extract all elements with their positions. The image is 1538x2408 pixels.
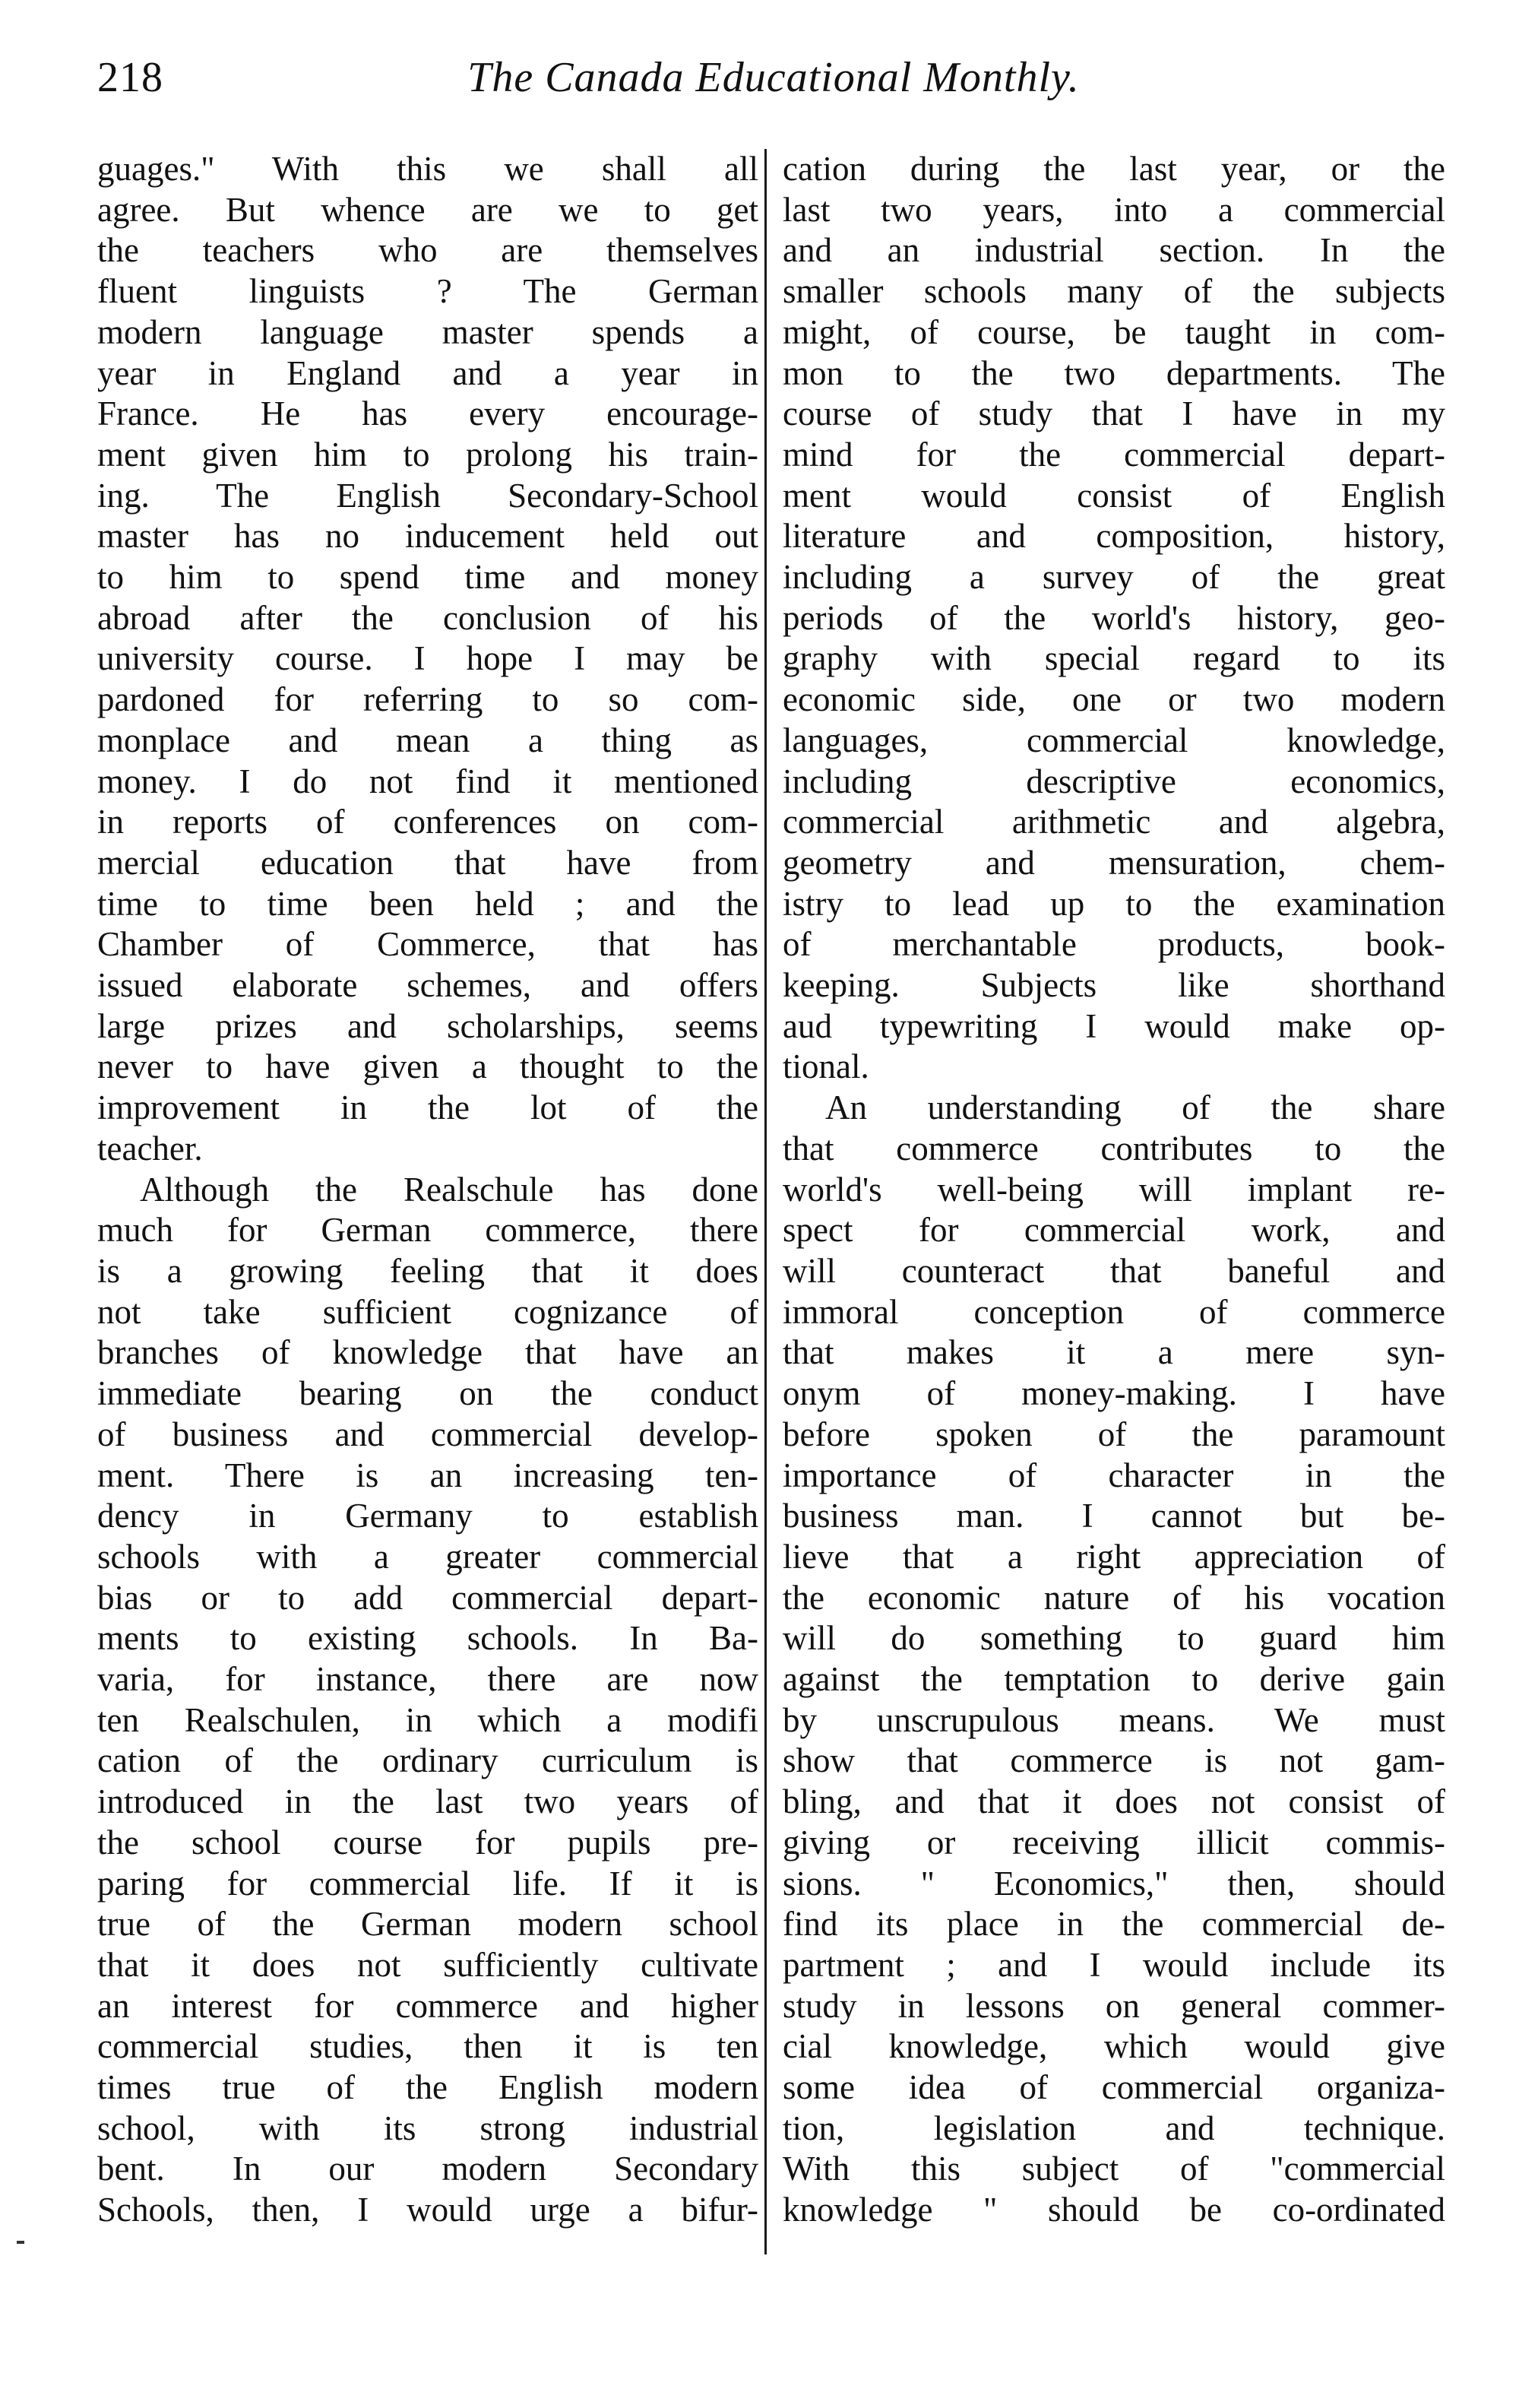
text-line: find its place in the commercial de- bbox=[783, 1905, 1445, 1944]
text-line: an interest for commerce and higher bbox=[97, 1986, 758, 2025]
text-line: large prizes and scholarships, seems bbox=[97, 1006, 758, 1045]
text-line: knowledge " should be co-ordinated bbox=[783, 2191, 1445, 2229]
text-line: lieve that a right appreciation of bbox=[783, 1537, 1445, 1576]
text-line: master has no inducement held out bbox=[97, 517, 758, 556]
left-column bbox=[97, 149, 758, 2231]
text-line: of merchantable products, book- bbox=[783, 925, 1445, 964]
text-line: tion, legislation and technique. bbox=[783, 2109, 1445, 2147]
text-line: cation of the ordinary curriculum is bbox=[97, 1741, 758, 1780]
text-line: giving or receiving illicit commis- bbox=[783, 1823, 1445, 1861]
text-line: smaller schools many of the subjects bbox=[783, 272, 1445, 311]
text-line: commercial arithmetic and algebra, bbox=[783, 803, 1445, 841]
text-line: and an industrial section. In the bbox=[783, 231, 1445, 270]
text-line: year in England and a year in bbox=[97, 353, 758, 392]
text-line: istry to lead up to the examination bbox=[783, 884, 1445, 923]
text-line: that it does not sufficiently cultivate bbox=[97, 1945, 758, 1984]
text-line: spect for commercial work, and bbox=[783, 1211, 1445, 1250]
text-line: bias or to add commercial depart- bbox=[97, 1578, 758, 1617]
page-number: 218 bbox=[97, 54, 163, 101]
column-divider bbox=[764, 149, 767, 2254]
text-line: importance of character in the bbox=[783, 1456, 1445, 1494]
text-line: bling, and that it does not consist of bbox=[783, 1782, 1445, 1821]
text-line: ment would consist of English bbox=[783, 476, 1445, 515]
text-line: never to have given a thought to the bbox=[97, 1047, 758, 1086]
text-line: will do something to guard him bbox=[783, 1619, 1445, 1658]
text-line: geometry and mensuration, chem- bbox=[783, 843, 1445, 882]
text-line: will counteract that baneful and bbox=[783, 1251, 1445, 1290]
text-line: the school course for pupils pre- bbox=[97, 1823, 758, 1861]
text-line: introduced in the last two years of bbox=[97, 1782, 758, 1821]
text-line: that commerce contributes to the bbox=[783, 1129, 1445, 1168]
text-line: including a survey of the great bbox=[783, 558, 1445, 597]
text-line: schools with a greater commercial bbox=[97, 1537, 758, 1576]
text-line: show that commerce is not gam- bbox=[783, 1741, 1445, 1780]
text-line: true of the German modern school bbox=[97, 1905, 758, 1944]
text-line: Schools, then, I would urge a bifur- bbox=[97, 2191, 758, 2229]
text-line: bent. In our modern Secondary bbox=[97, 2150, 758, 2188]
text-line: of business and commercial develop- bbox=[97, 1415, 758, 1453]
text-line: in reports of conferences on com- bbox=[97, 803, 758, 841]
text-line: might, of course, be taught in com- bbox=[783, 312, 1445, 351]
text-line: time to time been held ; and the bbox=[97, 884, 758, 923]
text-line: fluent linguists ? The German bbox=[97, 272, 758, 311]
text-line: agree. But whence are we to get bbox=[97, 190, 758, 229]
text-line: ing. The English Secondary-School bbox=[97, 476, 758, 515]
margin-mark bbox=[17, 2241, 24, 2244]
text-line: is a growing feeling that it does bbox=[97, 1251, 758, 1290]
text-line: commercial studies, then it is ten bbox=[97, 2027, 758, 2066]
text-line: cation during the last year, or the bbox=[783, 150, 1445, 188]
text-line: partment ; and I would include its bbox=[783, 1945, 1445, 1984]
text-line: modern language master spends a bbox=[97, 312, 758, 351]
text-line: school, with its strong industrial bbox=[97, 2109, 758, 2147]
text-line: guages." With this we shall all bbox=[97, 150, 758, 188]
text-line: sions. " Economics," then, should bbox=[783, 1864, 1445, 1903]
text-line: before spoken of the paramount bbox=[783, 1415, 1445, 1453]
text-line: graphy with special regard to its bbox=[783, 639, 1445, 678]
text-line: economic side, one or two modern bbox=[783, 680, 1445, 719]
text-line: teacher. bbox=[97, 1129, 203, 1168]
text-line: ment given him to prolong his train- bbox=[97, 435, 758, 474]
text-line: the teachers who are themselves bbox=[97, 231, 758, 270]
text-line: course of study that I have in my bbox=[783, 394, 1445, 433]
text-line: issued elaborate schemes, and offers bbox=[97, 966, 758, 1005]
text-line: literature and composition, history, bbox=[783, 517, 1445, 556]
text-line: some idea of commercial organiza- bbox=[783, 2068, 1445, 2107]
text-line: paring for commercial life. If it is bbox=[97, 1864, 758, 1903]
text-line: Although the Realschule has done bbox=[140, 1170, 758, 1209]
text-line: not take sufficient cognizance of bbox=[97, 1292, 758, 1331]
text-line: world's well-being will implant re- bbox=[783, 1170, 1445, 1209]
text-line: varia, for instance, there are now bbox=[97, 1660, 758, 1699]
text-line: mercial education that have from bbox=[97, 843, 758, 882]
text-line: improvement in the lot of the bbox=[97, 1088, 758, 1127]
text-line: immediate bearing on the conduct bbox=[97, 1374, 758, 1413]
text-line: much for German commerce, there bbox=[97, 1211, 758, 1250]
text-line: ments to existing schools. In Ba- bbox=[97, 1619, 758, 1658]
text-line: aud typewriting I would make op- bbox=[783, 1006, 1445, 1045]
text-line: to him to spend time and money bbox=[97, 558, 758, 597]
text-line: immoral conception of commerce bbox=[783, 1292, 1445, 1331]
text-line: cial knowledge, which would give bbox=[783, 2027, 1445, 2066]
text-line: last two years, into a commercial bbox=[783, 190, 1445, 229]
text-line: study in lessons on general commer- bbox=[783, 1986, 1445, 2025]
text-line: ten Realschulen, in which a modifi bbox=[97, 1700, 758, 1739]
running-title: The Canada Educational Monthly. bbox=[467, 54, 1080, 101]
text-line: business man. I cannot but be- bbox=[783, 1497, 1445, 1535]
text-line: ment. There is an increasing ten- bbox=[97, 1456, 758, 1494]
text-line: monplace and mean a thing as bbox=[97, 721, 758, 759]
text-line: money. I do not find it mentioned bbox=[97, 762, 758, 800]
text-line: keeping. Subjects like shorthand bbox=[783, 966, 1445, 1005]
text-line: abroad after the conclusion of his bbox=[97, 598, 758, 637]
text-line: times true of the English modern bbox=[97, 2068, 758, 2107]
text-line: An understanding of the share bbox=[825, 1088, 1445, 1127]
text-line: university course. I hope I may be bbox=[97, 639, 758, 678]
text-line: against the temptation to derive gain bbox=[783, 1660, 1445, 1699]
text-line: that makes it a mere syn- bbox=[783, 1333, 1445, 1372]
text-line: the economic nature of his vocation bbox=[783, 1578, 1445, 1617]
text-line: mind for the commercial depart- bbox=[783, 435, 1445, 474]
text-line: dency in Germany to establish bbox=[97, 1497, 758, 1535]
text-line: by unscrupulous means. We must bbox=[783, 1700, 1445, 1739]
text-line: periods of the world's history, geo- bbox=[783, 598, 1445, 637]
page-header bbox=[97, 47, 1450, 116]
text-line: including descriptive economics, bbox=[783, 762, 1445, 800]
text-line: onym of money-making. I have bbox=[783, 1374, 1445, 1413]
text-line: pardoned for referring to so com- bbox=[97, 680, 758, 719]
text-line: Chamber of Commerce, that has bbox=[97, 925, 758, 964]
text-line: languages, commercial knowledge, bbox=[783, 721, 1445, 759]
text-line: With this subject of "commercial bbox=[783, 2150, 1445, 2188]
text-line: mon to the two departments. The bbox=[783, 353, 1445, 392]
text-line: tional. bbox=[783, 1047, 869, 1086]
text-line: branches of knowledge that have an bbox=[97, 1333, 758, 1372]
text-line: France. He has every encourage- bbox=[97, 394, 758, 433]
right-column bbox=[783, 149, 1445, 2231]
